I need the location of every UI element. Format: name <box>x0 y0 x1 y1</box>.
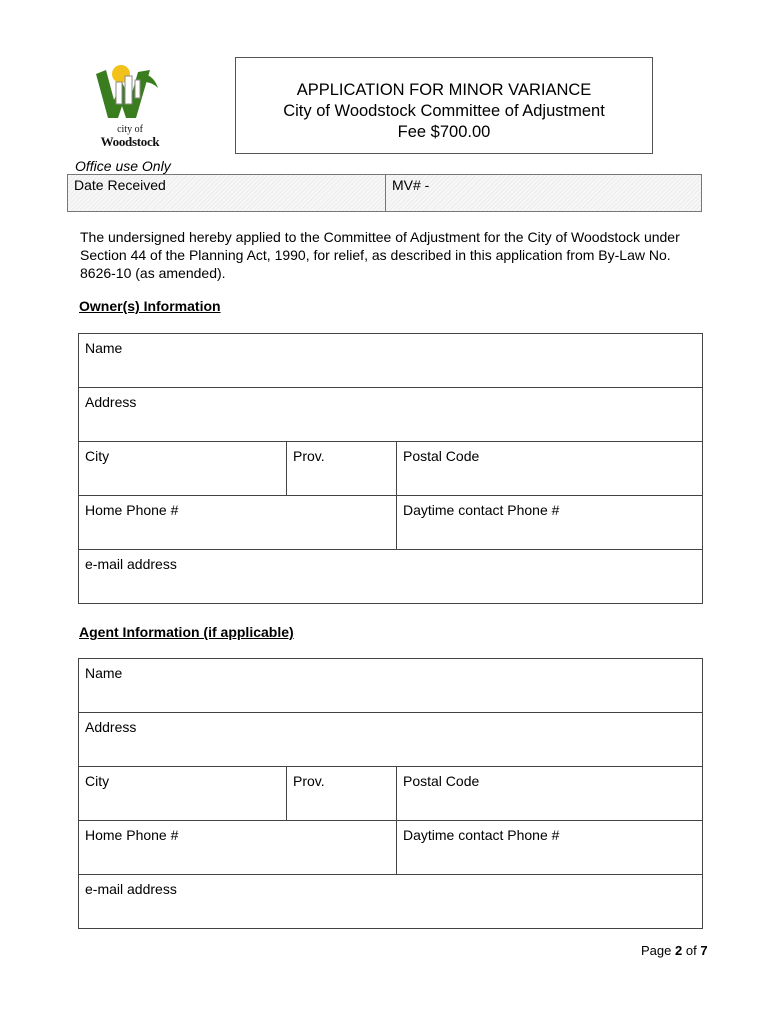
owner-postal-code-field[interactable] <box>397 442 703 496</box>
agent-daytime-phone-field[interactable] <box>397 821 703 875</box>
logo-text-woodstock: Woodstock <box>100 134 160 149</box>
mv-number-field[interactable] <box>386 175 701 211</box>
table-row <box>79 713 703 767</box>
form-title: APPLICATION FOR MINOR VARIANCE <box>296 81 592 99</box>
office-use-label: Office use Only <box>75 158 171 174</box>
agent-section-heading: Agent Information (if applicable) <box>79 624 294 640</box>
owner-prov-field[interactable] <box>287 442 397 496</box>
agent-city-label: City <box>85 773 110 789</box>
agent-name-field[interactable] <box>79 659 703 713</box>
table-row <box>79 550 703 604</box>
table-row <box>79 334 703 388</box>
owner-home-phone-field[interactable] <box>79 496 397 550</box>
office-use-table <box>67 174 702 212</box>
page-current: 2 <box>675 943 683 958</box>
woodstock-logo-icon <box>92 60 168 124</box>
table-row <box>79 659 703 713</box>
agent-home-phone-label: Home Phone # <box>85 827 179 843</box>
page-number <box>641 943 708 958</box>
table-row <box>79 388 703 442</box>
table-row <box>79 496 703 550</box>
owner-city-label: City <box>85 448 110 464</box>
owner-email-field[interactable] <box>79 550 703 604</box>
agent-prov-field[interactable] <box>287 767 397 821</box>
table-row <box>79 442 703 496</box>
page-word: Page <box>641 943 672 958</box>
title-box <box>235 57 653 154</box>
form-subtitle: City of Woodstock Committee of Adjustment <box>283 102 605 120</box>
agent-address-field[interactable] <box>79 713 703 767</box>
agent-name-label: Name <box>85 665 123 681</box>
date-received-field[interactable] <box>68 175 386 211</box>
table-row <box>79 875 703 929</box>
owner-email-label: e-mail address <box>85 556 177 572</box>
table-row <box>79 821 703 875</box>
owner-address-field[interactable] <box>79 388 703 442</box>
form-fee: Fee $700.00 <box>397 123 491 141</box>
table-row <box>79 767 703 821</box>
agent-address-label: Address <box>85 719 137 735</box>
agent-info-table <box>78 658 703 929</box>
owner-prov-label: Prov. <box>293 448 325 464</box>
owner-daytime-phone-field[interactable] <box>397 496 703 550</box>
agent-prov-label: Prov. <box>293 773 325 789</box>
owner-section-heading: Owner(s) Information <box>79 298 221 314</box>
agent-postal-code-field[interactable] <box>397 767 703 821</box>
agent-home-phone-field[interactable] <box>79 821 397 875</box>
owner-name-field[interactable] <box>79 334 703 388</box>
owner-city-field[interactable] <box>79 442 287 496</box>
logo-text-city-of: city of <box>117 124 143 135</box>
owner-info-table <box>78 333 703 604</box>
city-logo <box>92 60 168 152</box>
owner-daytime-phone-label: Daytime contact Phone # <box>403 502 560 518</box>
page-total: 7 <box>700 943 708 958</box>
owner-home-phone-label: Home Phone # <box>85 502 179 518</box>
agent-email-label: e-mail address <box>85 881 177 897</box>
agent-city-field[interactable] <box>79 767 287 821</box>
owner-name-label: Name <box>85 340 123 356</box>
owner-address-label: Address <box>85 394 137 410</box>
agent-postal-code-label: Postal Code <box>403 773 480 789</box>
date-received-label: Date Received <box>74 177 166 193</box>
agent-daytime-phone-label: Daytime contact Phone # <box>403 827 560 843</box>
agent-email-field[interactable] <box>79 875 703 929</box>
intro-paragraph: The undersigned hereby applied to the Committee of Adjustment for the City of Woodstock under Section 44 of the Planning Act, 1990, for relief, as described in this application from By-Law No. 8626-10 (as amended). <box>80 229 680 281</box>
of-word: of <box>685 943 697 958</box>
mv-number-label: MV# - <box>392 177 430 193</box>
owner-postal-code-label: Postal Code <box>403 448 480 464</box>
